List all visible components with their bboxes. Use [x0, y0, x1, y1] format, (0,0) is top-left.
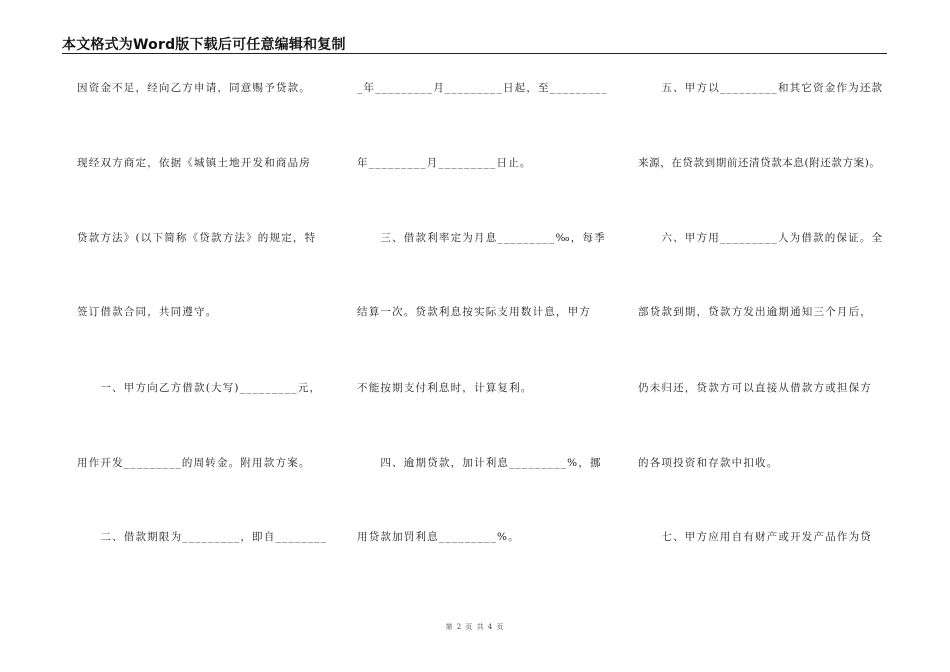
text-line: 四、逾期贷款，加计利息_________%，挪 — [357, 457, 602, 469]
text-line: 一、甲方向乙方借款(大写)_________元， — [77, 382, 322, 394]
text-line: 签订借款合同，共同遵守。 — [77, 306, 218, 318]
text-line: 六、甲方用_________人为借款的保证。全 — [638, 232, 884, 244]
text-line: 用作开发_________的周转金。附用款方案。 — [77, 457, 311, 469]
header-divider — [62, 53, 887, 54]
text-line: 三、借款利率定为月息_________‰，每季 — [357, 232, 606, 244]
page-number: 第 2 页 共 4 页 — [445, 623, 505, 631]
text-line: 来源，在贷款到期前还清贷款本息(附还款方案)。 — [638, 157, 881, 169]
text-line: 用贷款加罚利息_________%。 — [357, 531, 520, 543]
text-line: 七、甲方应用自有财产或开发产品作为贷 — [638, 531, 872, 543]
text-line: 的各项投资和存款中扣收。 — [638, 457, 779, 469]
text-line: _年_________月_________日起，至_________ — [357, 82, 608, 94]
text-line: 因资金不足，经向乙方申请，同意赐予贷款。 — [77, 82, 311, 94]
text-line: 五、甲方以_________和其它资金作为还款 — [638, 82, 884, 94]
page-header-title: 本文格式为Word版下载后可任意编辑和复制 — [62, 37, 346, 53]
text-line: 结算一次。贷款利息按实际支用数计息，甲方 — [357, 306, 591, 318]
text-line: 不能按期支付利息时，计算复利。 — [357, 382, 533, 394]
text-line: 贷款方法》(以下简称《贷款方法》的规定，特 — [77, 232, 317, 244]
text-line: 年_________月_________日止。 — [357, 157, 532, 169]
text-line: 部贷款到期，贷款方发出逾期通知三个月后， — [638, 306, 872, 318]
text-line: 仍未归还，贷款方可以直接从借款方或担保方 — [638, 382, 872, 394]
text-line: 二、借款期限为_________，即自________ — [77, 531, 328, 543]
text-line: 现经双方商定，依据《城镇土地开发和商品房 — [77, 157, 311, 169]
